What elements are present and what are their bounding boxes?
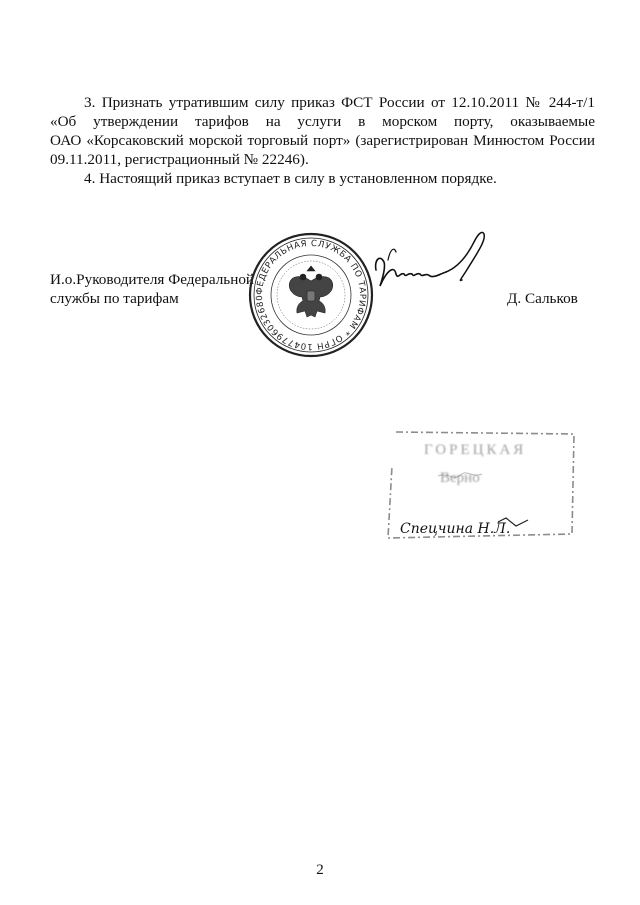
paragraph-4: 4. Настоящий приказ вступает в силу в установленном порядке. xyxy=(84,170,497,187)
handwritten-signature xyxy=(370,228,500,303)
paragraph-3-line-4: 09.11.2011, регистрационный № 22246). xyxy=(50,151,309,168)
stamp-signer-name: Спецчина Н.Л. xyxy=(400,521,511,537)
eagle-emblem-icon xyxy=(289,266,332,317)
signatory-position-line-2: службы по тарифам xyxy=(50,290,179,307)
seal-text: ФЕДЕРАЛЬНАЯ СЛУЖБА ПО ТАРИФАМ * ОГРН 1047796032680 xyxy=(254,238,368,352)
paragraph-3-line-3: ОАО «Корсаковский морской торговый порт» (зарегистрирован Минюстом России xyxy=(50,132,595,149)
paragraph-3-line-2: «Об утверждении тарифов на услуги в морском порту, оказываемые xyxy=(50,113,595,130)
paragraph-3 xyxy=(50,93,595,169)
page-number: 2 xyxy=(316,862,324,878)
official-seal xyxy=(247,231,375,359)
signatory-name: Д. Сальков xyxy=(507,290,578,307)
paragraph-3-line-1: 3. Признать утратившим силу приказ ФСТ России от 12.10.2011 № 244-т/1 xyxy=(84,94,595,111)
copy-certification-stamp xyxy=(378,426,578,551)
signatory-position xyxy=(50,270,254,308)
stamp-header-text: ГОРЕЦКАЯ xyxy=(424,442,527,458)
stamp-verified-text: Верно xyxy=(440,470,480,486)
signatory-position-line-1: И.о.Руководителя Федеральной xyxy=(50,271,255,288)
